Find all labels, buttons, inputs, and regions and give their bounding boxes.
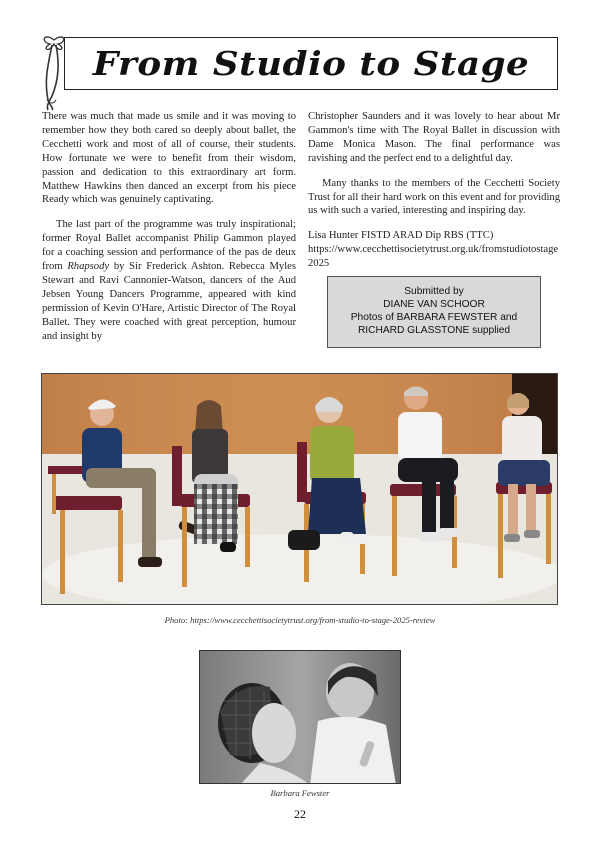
credit-submitter: DIANE VAN SCHOOR — [383, 299, 485, 310]
author-signature: Lisa Hunter FISTD ARAD Dip RBS (TTC) — [308, 230, 494, 242]
photo-caption: Photo: https://www.cecchettisocietytrust.org/from-studio-to-stage-2025-review — [164, 615, 436, 625]
page-number: 22 — [294, 807, 306, 821]
page-title: From Studio to Stage — [92, 44, 530, 83]
fewster-photo — [199, 650, 401, 784]
article-link[interactable]: https://www.cecchettisocietytrust.org.uk/fromstudiotostage2025 — [308, 244, 559, 270]
ballet-title: Rhapsody — [67, 261, 110, 273]
credit-photos: Photos of BARBARA FEWSTER and RICHARD GLASSTONE supplied — [350, 312, 518, 336]
right-column — [308, 110, 560, 271]
paragraph: Christopher Saunders and it was lovely to hear about Mr Gammon's time with The Royal Ballet in discussion with Dame Monica Mason. The final performance was ravishing and the perfect end to a delightful day. — [308, 111, 560, 164]
left-column — [42, 110, 296, 355]
credit-box — [327, 276, 541, 348]
teacher-student-illustration — [200, 651, 401, 784]
paragraph: There was much that made us smile and it was moving to remember how they both cared so deeply about ballet, the Cecchetti work and most of all of course, their students. How fortunate we were to benefit from their wisdom, passion and dedication to this extraordinary art form. Matthew Hawkins then danced an excerpt from his piece Ready which was genuinely captivating. — [42, 111, 296, 206]
paragraph: Many thanks to the members of the Cecchetti Society Trust for all their hard work on this event and for providing us with such a varied, interesting and inspiring day. — [308, 177, 560, 217]
panel-photo — [41, 373, 558, 605]
photo-caption: Barbara Fewster — [270, 788, 330, 798]
credit-line: Submitted by — [404, 286, 464, 297]
stage-panel-illustration — [42, 374, 558, 605]
paragraph: The last part of the programme was truly inspirational; former Royal Ballet accompanist Philip Gammon played for a coaching session and performance of the pas de deux from Rhapsody by Sir Frederick Ashton. Rebecca Myles Stewart and Ravi Cannonier-Watson, dancers of the Aud Jebsen Young Dancers Programme, appeared with kind permission of Kevin O'Hare, Artistic Director of The Royal Ballet. They were coached with great perception, humour and insight by — [42, 219, 296, 342]
title-banner — [64, 37, 558, 90]
